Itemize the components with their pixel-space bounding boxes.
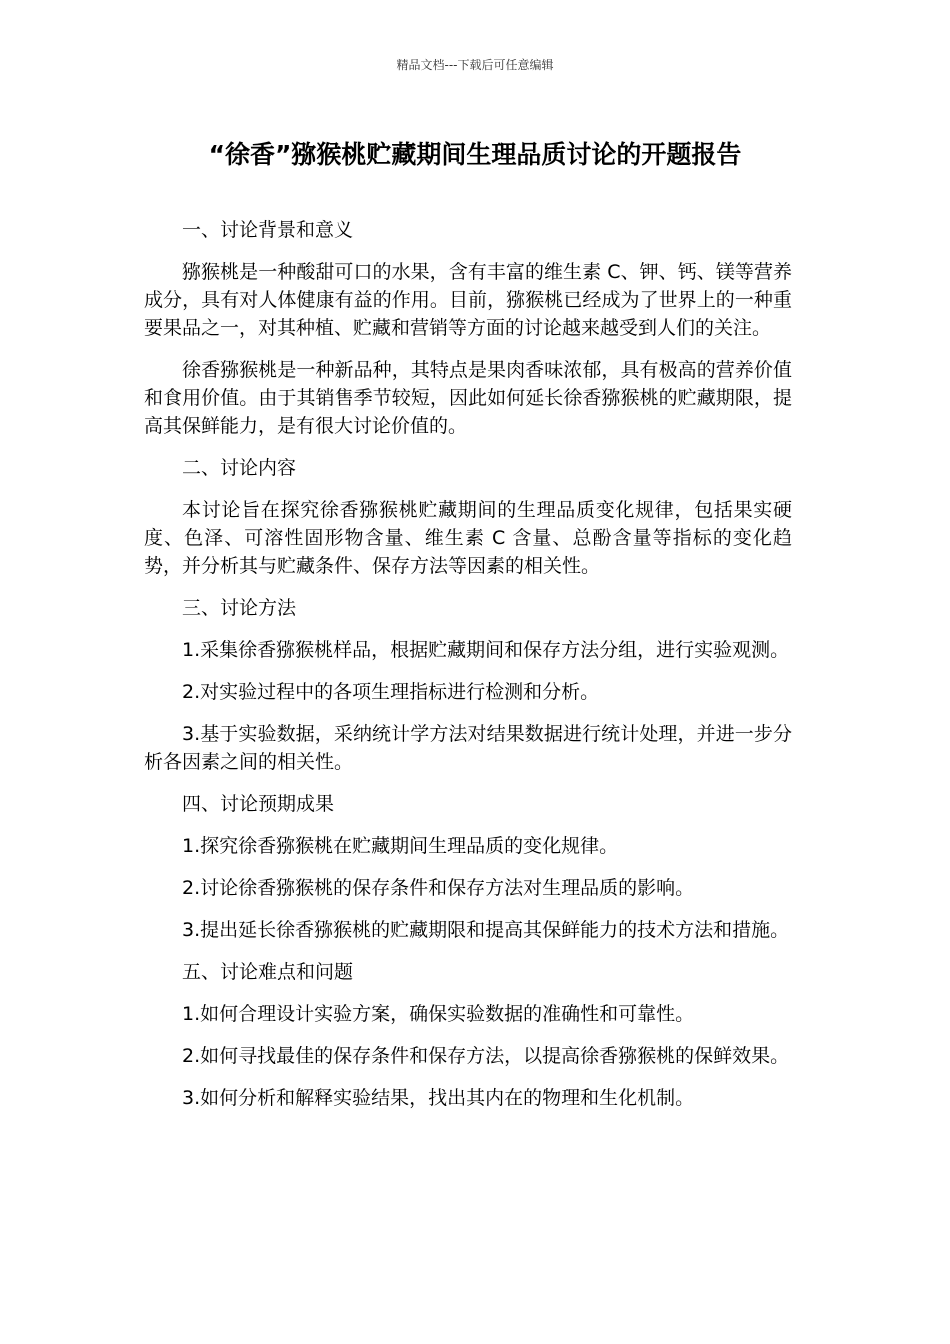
- section-heading-expected-results: 四、讨论预期成果: [182, 793, 335, 815]
- paragraph-background-2: 徐香猕猴桃是一种新品种，其特点是果肉香味浓郁，具有极高的营养价值和食用价值。由于其销售季节较短，因此如何延长徐香猕猴桃的贮藏期限，提高其保鲜能力，是有很大讨论价值的。: [144, 359, 792, 437]
- paragraph-difficulties-3: 3.如何分析和解释实验结果，找出其内在的物理和生化机制。: [182, 1087, 695, 1109]
- document-title: “徐香”猕猴桃贮藏期间生理品质讨论的开题报告: [208, 140, 742, 169]
- paragraph-methods-3: 3.基于实验数据，采纳统计学方法对结果数据进行统计处理，并进一步分析各因素之间的相关性。: [144, 723, 792, 773]
- document-body: [144, 216, 792, 1126]
- paragraph-expected-results-3: 3.提出延长徐香猕猴桃的贮藏期限和提高其保鲜能力的技术方法和措施。: [182, 919, 790, 941]
- paragraph-expected-results-2: 2.讨论徐香猕猴桃的保存条件和保存方法对生理品质的影响。: [182, 877, 695, 899]
- section-heading-content: 二、讨论内容: [182, 457, 297, 479]
- section-heading-background: 一、讨论背景和意义: [182, 219, 354, 241]
- paragraph-difficulties-2: 2.如何寻找最佳的保存条件和保存方法，以提高徐香猕猴桃的保鲜效果。: [182, 1045, 790, 1067]
- section-heading-difficulties: 五、讨论难点和问题: [182, 961, 354, 983]
- paragraph-difficulties-1: 1.如何合理设计实验方案，确保实验数据的准确性和可靠性。: [182, 1003, 695, 1025]
- paragraph-expected-results-1: 1.探究徐香猕猴桃在贮藏期间生理品质的变化规律。: [182, 835, 619, 857]
- section-heading-methods: 三、讨论方法: [182, 597, 297, 619]
- paragraph-methods-2: 2.对实验过程中的各项生理指标进行检测和分析。: [182, 681, 600, 703]
- paragraph-background-1: 猕猴桃是一种酸甜可口的水果，含有丰富的维生素 C、钾、钙、镁等营养成分，具有对人体健康有益的作用。目前，猕猴桃已经成为了世界上的一种重要果品之一，对其种植、贮藏和营销等方面的讨论越来越受到人们的关注。: [144, 261, 792, 339]
- paragraph-methods-1: 1.采集徐香猕猴桃样品，根据贮藏期间和保存方法分组，进行实验观测。: [182, 639, 790, 661]
- page-header: 精品文档---下载后可任意编辑: [396, 58, 554, 72]
- paragraph-content-1: 本讨论旨在探究徐香猕猴桃贮藏期间的生理品质变化规律，包括果实硬度、色泽、可溶性固形物含量、维生素 C 含量、总酚含量等指标的变化趋势，并分析其与贮藏条件、保存方法等因素的相关性。: [144, 499, 792, 577]
